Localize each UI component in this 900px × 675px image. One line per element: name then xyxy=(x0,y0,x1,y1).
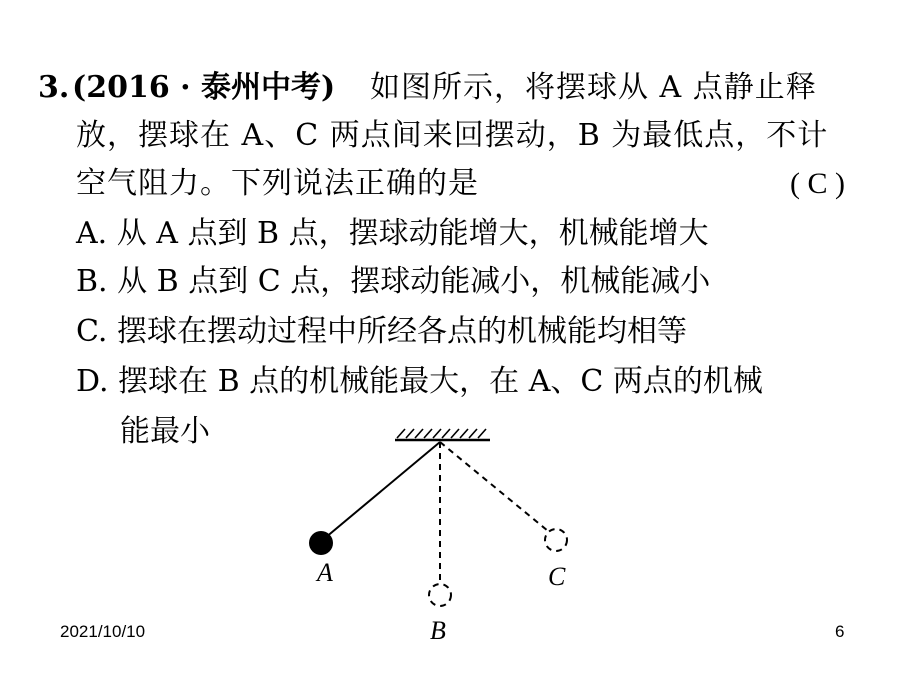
question-source: (2016 · 泰州中考) xyxy=(72,70,336,105)
label-b: B xyxy=(430,616,446,645)
question-stem-line-2: 放，摆球在 A、C 两点间来回摆动，B 为最低点，不计 xyxy=(76,118,829,153)
ball-a xyxy=(309,531,333,555)
question-stem-line-1: 如图所示，将摆球从 A 点静止释 xyxy=(370,70,817,105)
ceiling-hatching xyxy=(397,429,486,438)
answer-bracket: ( C ) xyxy=(790,167,845,200)
footer-date: 2021/10/10 xyxy=(60,622,146,641)
ball-b xyxy=(429,584,451,606)
label-a: A xyxy=(317,558,333,587)
pendulum-diagram xyxy=(280,425,600,645)
ball-c xyxy=(545,529,567,551)
option-a: A. 从 A 点到 B 点，摆球动能增大，机械能增大 xyxy=(76,216,709,251)
page-number: 6 xyxy=(835,622,845,641)
string-to-c xyxy=(440,442,548,531)
string-to-a xyxy=(325,442,440,538)
option-d-line-1: D. 摆球在 B 点的机械能最大，在 A、C 两点的机械 xyxy=(76,364,763,399)
option-b: B. 从 B 点到 C 点，摆球动能减小，机械能减小 xyxy=(76,264,711,299)
option-d-line-2: 能最小 xyxy=(120,414,210,449)
question-stem-line-3: 空气阻力。下列说法正确的是 xyxy=(76,166,479,201)
question-number: 3. xyxy=(38,70,70,105)
label-c: C xyxy=(548,562,566,591)
option-c: C. 摆球在摆动过程中所经各点的机械能均相等 xyxy=(76,314,687,349)
